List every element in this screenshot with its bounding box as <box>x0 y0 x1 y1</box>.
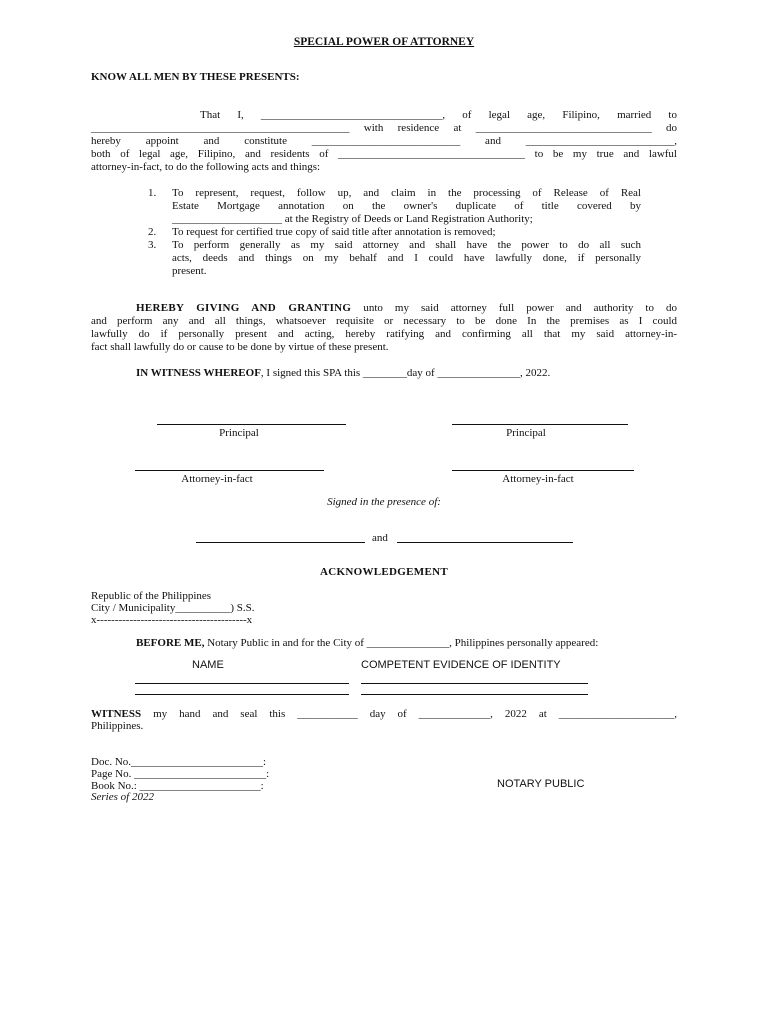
column-header-name: NAME <box>192 659 224 671</box>
intro-line-3: hereby appoint and constitute ___________________________ and ___________________________, <box>91 135 677 147</box>
page-number: Page No. ________________________: <box>91 768 270 780</box>
witness-whereof-lead: IN WITNESS WHEREOF <box>136 367 261 379</box>
intro-line-5: attorney-in-fact, to do the following acts and things: <box>91 161 321 173</box>
item-number: 3. <box>148 239 157 251</box>
item-3-line-1: To perform generally as my said attorney and shall have the power to do all such <box>172 239 641 251</box>
item-1-line-3: ____________________ at the Registry of Deeds or Land Registration Authority; <box>172 213 533 225</box>
principal-right-label: Principal <box>506 427 546 439</box>
before-me-lead: BEFORE ME, <box>136 637 205 649</box>
witness-lead: WITNESS <box>91 708 142 720</box>
witness-and: and <box>372 532 388 544</box>
witness-2-signature-line[interactable] <box>397 542 573 543</box>
evidence-line-1[interactable] <box>361 683 588 684</box>
intro-line-4: both of legal age, Filipino, and residents of __________________________________ to be my true and lawful <box>91 148 677 160</box>
name-line-1[interactable] <box>135 683 349 684</box>
attorney-left-signature-line[interactable] <box>135 470 324 471</box>
witness-whereof <box>136 367 550 380</box>
granting-line-1-rest: unto my said attorney full power and authority to do <box>351 302 678 314</box>
granting-line-3: lawfully do if personally present and acting, hereby ratifying and confirming all that my said attorney-in- <box>91 328 677 340</box>
item-2-line-1: To request for certified true copy of said title after annotation is removed; <box>172 226 496 238</box>
evidence-line-2[interactable] <box>361 694 588 695</box>
item-3-line-2: acts, deeds and things on my behalf and I could have lawfully done, if personally <box>172 252 641 264</box>
granting-lead: HEREBY GIVING AND GRANTING <box>136 302 352 314</box>
witness-hand-seal-line <box>91 708 677 721</box>
dash-separator: x-----------------------------------------x <box>91 614 253 626</box>
item-number: 2. <box>148 226 157 238</box>
witness-whereof-rest: , I signed this SPA this ________day of _______________, 2022. <box>260 367 551 379</box>
granting-line-4: fact shall lawfully do or cause to be done by virtue of these present. <box>91 341 389 353</box>
item-3-line-3: present. <box>172 265 207 277</box>
attorney-right-label: Attorney-in-fact <box>502 473 574 485</box>
intro-line-1: That I, _________________________________, of legal age, Filipino, married to <box>200 109 677 121</box>
attorney-right-signature-line[interactable] <box>452 470 634 471</box>
doc-number: Doc. No.________________________: <box>91 756 267 768</box>
column-header-evidence: COMPETENT EVIDENCE OF IDENTITY <box>361 659 561 671</box>
granting-line-2: and perform any and all things, whatsoever requisite or necessary to be done In the premises as I could <box>91 315 677 327</box>
principal-right-signature-line[interactable] <box>452 424 628 425</box>
item-1-line-2: Estate Mortgage annotation on the owner's duplicate of title covered by <box>172 200 641 212</box>
preamble: KNOW ALL MEN BY THESE PRESENTS: <box>91 71 300 83</box>
book-number: Book No.: ______________________: <box>91 780 264 792</box>
principal-left-label: Principal <box>219 427 259 439</box>
witness-line-2: Philippines. <box>91 720 144 732</box>
acknowledgement-heading: ACKNOWLEDGEMENT <box>320 566 448 578</box>
witness-rest: my hand and seal this ___________ day of _____________, 2022 at _____________________, <box>141 708 677 720</box>
before-me-rest: Notary Public in and for the City of _______________, Philippines personally appeared: <box>204 637 599 649</box>
granting-line-1 <box>136 302 677 315</box>
witness-1-signature-line[interactable] <box>196 542 365 543</box>
name-line-2[interactable] <box>135 694 349 695</box>
document-title: SPECIAL POWER OF ATTORNEY <box>293 36 475 48</box>
item-1-line-1: To represent, request, follow up, and claim in the processing of Release of Real <box>172 187 641 199</box>
notary-public-label: NOTARY PUBLIC <box>497 778 585 790</box>
item-number: 1. <box>148 187 157 199</box>
principal-left-signature-line[interactable] <box>157 424 346 425</box>
attorney-left-label: Attorney-in-fact <box>181 473 253 485</box>
presence-caption: Signed in the presence of: <box>327 496 441 508</box>
republic-line: Republic of the Philippines <box>91 590 212 602</box>
city-municipality-line: City / Municipality__________) S.S. <box>91 602 255 614</box>
series-year: Series of 2022 <box>91 791 154 803</box>
intro-line-2: _______________________________________________ with residence at ________________________________ do <box>91 122 677 134</box>
before-me-line <box>136 637 598 650</box>
